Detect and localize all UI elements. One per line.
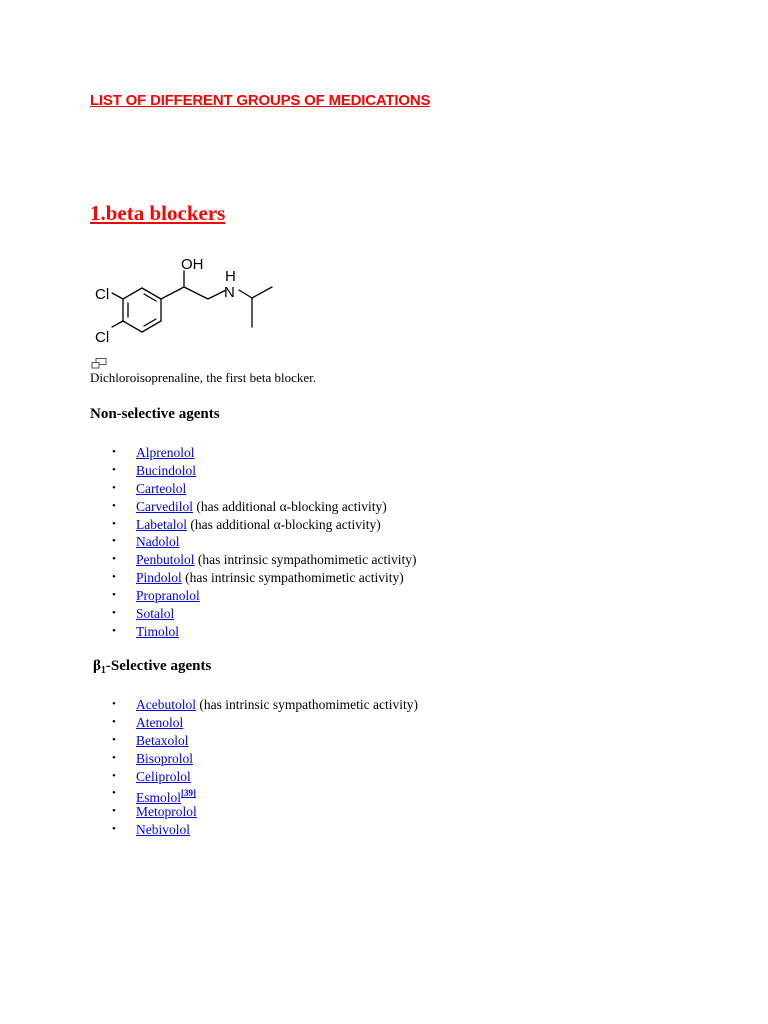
drug-link[interactable]: Bucindolol xyxy=(136,462,196,478)
drug-link[interactable]: Nebivolol xyxy=(136,822,190,838)
drug-link[interactable]: Propranolol xyxy=(136,588,200,604)
drug-note: (has additional α-blocking activity) xyxy=(186,516,381,532)
bullet: • xyxy=(112,499,116,512)
beta-subscript: 1 xyxy=(100,665,106,676)
cl-top-label: Cl xyxy=(95,286,110,303)
reference-link[interactable]: [39] xyxy=(181,788,197,799)
drug-note: (has intrinsic sympathomimetic activity) xyxy=(194,552,417,568)
bullet: • xyxy=(112,787,116,800)
section-heading-beta-blockers: 1.beta blockers xyxy=(90,201,226,225)
bullet: • xyxy=(112,535,116,548)
list-item xyxy=(112,821,418,839)
non-selective-heading: Non-selective agents xyxy=(90,406,220,422)
beta-symbol: β xyxy=(93,658,101,674)
bullet: • xyxy=(112,517,116,530)
non-selective-list xyxy=(112,444,416,641)
drug-link[interactable]: Nadolol xyxy=(136,534,180,550)
bullet: • xyxy=(112,698,116,710)
bullet: • xyxy=(112,481,116,494)
list-item xyxy=(112,551,416,569)
bullet: • xyxy=(112,624,116,637)
list-item xyxy=(112,569,416,587)
bullet: • xyxy=(112,733,116,746)
heading-suffix: -Selective agents xyxy=(105,658,212,674)
bullet: • xyxy=(112,446,116,458)
bullet: • xyxy=(112,589,116,602)
dichloroisoprenaline-structure-image xyxy=(90,250,290,350)
list-item xyxy=(112,768,418,786)
list-item xyxy=(112,714,418,732)
bullet: • xyxy=(112,805,116,818)
cl-bottom-label: Cl xyxy=(95,329,110,346)
bullet: • xyxy=(112,463,116,476)
list-item xyxy=(112,732,418,750)
drug-link[interactable]: Esmolol xyxy=(136,790,182,806)
beta1-selective-heading xyxy=(93,658,211,676)
drug-link[interactable]: Pindolol xyxy=(136,570,182,586)
list-item xyxy=(112,803,418,821)
drug-link[interactable]: Bisoprolol xyxy=(136,750,194,766)
n-label: N xyxy=(224,284,235,301)
list-item xyxy=(112,533,416,551)
image-caption: Dichloroisoprenaline, the first beta blocker. xyxy=(90,370,316,385)
drug-link[interactable]: Labetalol xyxy=(136,516,187,532)
bullet: • xyxy=(112,769,116,782)
list-item xyxy=(112,444,416,462)
bullet: • xyxy=(112,823,116,836)
list-item xyxy=(112,480,416,498)
drug-note: (has intrinsic sympathomimetic activity) xyxy=(196,697,418,712)
drug-link[interactable]: Carteolol xyxy=(136,480,187,496)
document-title: LIST OF DIFFERENT GROUPS OF MEDICATIONS xyxy=(90,92,431,109)
drug-link[interactable]: Alprenolol xyxy=(136,445,195,460)
list-item xyxy=(112,587,416,605)
beta1-selective-list xyxy=(112,696,418,839)
list-item xyxy=(112,605,416,623)
image-anchor-icon[interactable] xyxy=(91,358,107,369)
bullet: • xyxy=(112,607,116,620)
bullet: • xyxy=(112,571,116,584)
drug-link[interactable]: Penbutolol xyxy=(136,552,195,568)
bullet: • xyxy=(112,553,116,566)
list-item xyxy=(112,498,416,516)
list-item xyxy=(112,696,418,714)
oh-label: OH xyxy=(181,256,204,273)
drug-link[interactable]: Atenolol xyxy=(136,714,184,730)
drug-link[interactable]: Acebutolol xyxy=(136,697,196,712)
drug-link[interactable]: Sotalol xyxy=(136,606,175,622)
drug-link[interactable]: Celiprolol xyxy=(136,768,191,784)
drug-link[interactable]: Betaxolol xyxy=(136,732,189,748)
list-item xyxy=(112,462,416,480)
drug-link[interactable]: Timolol xyxy=(136,623,180,639)
bullet: • xyxy=(112,751,116,764)
list-item xyxy=(112,785,418,806)
drug-link[interactable]: Carvedilol xyxy=(136,498,193,514)
h-label: H xyxy=(225,268,236,285)
list-item xyxy=(112,623,416,641)
list-item xyxy=(112,750,418,768)
list-item xyxy=(112,516,416,534)
drug-note: (has intrinsic sympathomimetic activity) xyxy=(181,570,404,586)
drug-link[interactable]: Metoprolol xyxy=(136,804,197,820)
bullet: • xyxy=(112,715,116,728)
drug-note: (has additional α-blocking activity) xyxy=(193,498,387,514)
